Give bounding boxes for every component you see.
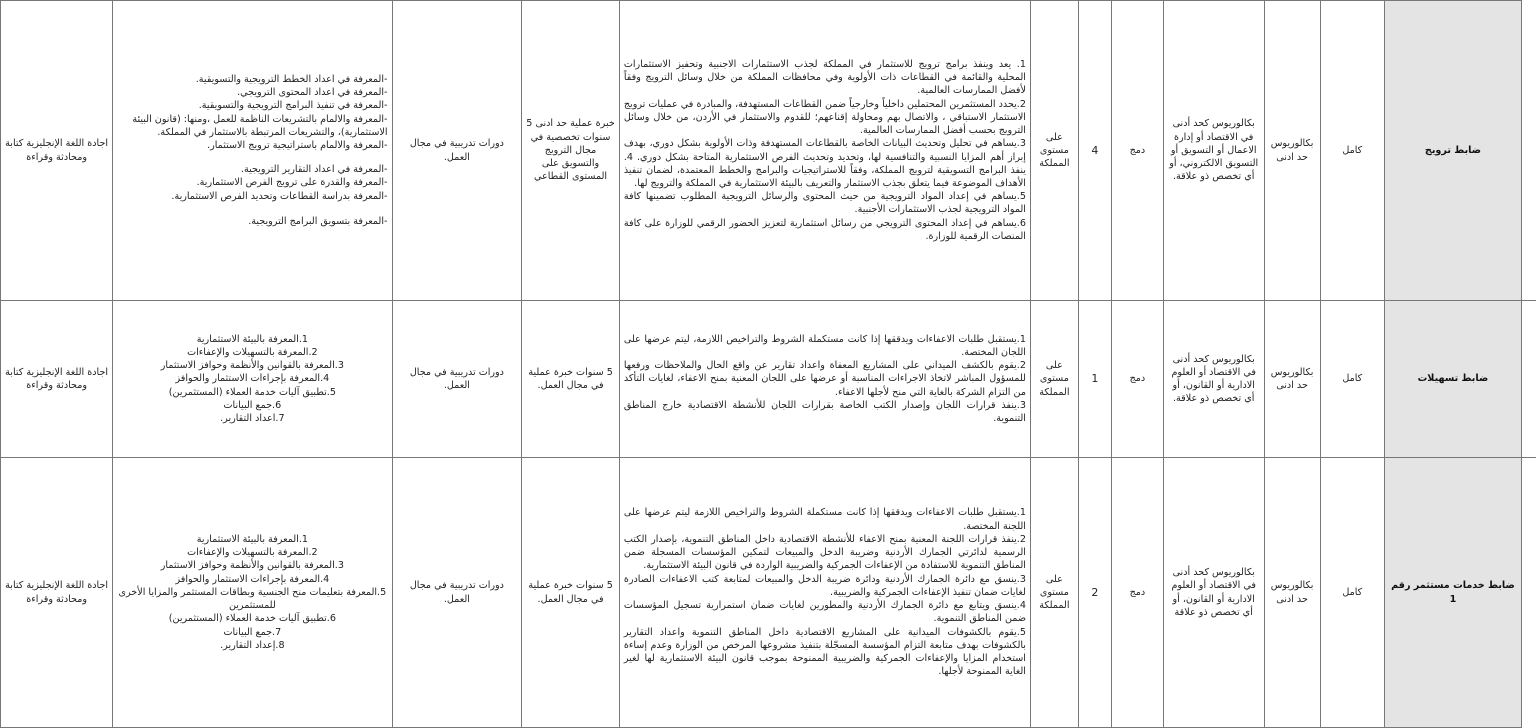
skill-item: 7.اعداد التقارير.: [220, 413, 285, 425]
task-item: 1.يستقبل طلبات الاعفاءات ويدققها إذا كانت مستكملة الشروط والتراخيص اللازمة ليتم عرضها على اللجنة المختصة.: [623, 507, 1026, 532]
employment-type: كامل: [1320, 301, 1384, 458]
skill-item: 3.المعرفة بالقوانين والأنظمة وحوافز الاستثمار: [160, 360, 344, 372]
divider: [1522, 300, 1536, 301]
job-title-facilities-officer: ضابط تسهيلات: [1384, 301, 1521, 458]
skill-item: 5.تطبيق آليات خدمة العملاء (المستثمرين): [168, 386, 336, 398]
skills-list: [113, 1, 392, 301]
skill-item: -المعرفة والالمام باستراتيجية ترويج الاستثمار.: [207, 140, 388, 151]
task-item: 4.ينسق ويتابع مع دائرة الجمارك الأردنية والمطورين لغايات ضمان استمرارية تسجيل المؤسسات ضمن المناطق التنموية.: [623, 600, 1026, 625]
category: دمج: [1111, 1, 1163, 301]
specialization: بكالوريوس كحد أدنى في الاقتصاد أو العلوم الادارية أو القانون، أو أي تخصص ذو علاقة.: [1163, 301, 1264, 458]
task-item: 3.يساهم في تحليل وتحديث البيانات الخاصة بالقطاعات المستهدفة وذات الأولوية بشكل دوري، بهدف إبراز أهم المزايا النسبية والتنافسية لها، وتحديد وتحديث الفرص الاستثمارية المتاحة بشكل دوري. 4. ينفذ البرامج التسويقية لترويج المملكة، وفقاً للاستراتيجيات والبرامج والخطط المعتمدة، لضمان تنفيذ الأهداف الموضوعة فيما يتعلق بجذب الاستثمار والتعريف بالبيئة الاستثمارية في المملكة والترويج لها.: [623, 138, 1026, 189]
task-item: 3.ينسق مع دائرة الجمارك الأردنية ودائرة ضريبة الدخل والمبيعات لمتابعة كتب الاعفاءات الصادرة لغايات ضمان تنفيذ الإعفاءات الجمركية والضريبية.: [623, 573, 1026, 598]
skill-item: 3.المعرفة بالقوانين والأنظمة وحوافز الاستثمار: [160, 560, 344, 572]
skill-item: -المعرفة في اعداد الخطط الترويجية والتسويقية.: [195, 73, 388, 85]
task-item: 1.يستقبل طلبات الاعفاءات ويدققها إذا كانت مستكملة الشروط والتراخيص اللازمة، ليتم عرضها على اللجان المختصة.: [623, 333, 1026, 358]
experience-requirement: 5 سنوات خبرة عملية في مجال العمل.: [522, 458, 620, 728]
skill-item: 4.المعرفة بإجراءات الاستثمار والحوافز: [175, 573, 330, 585]
specialization: بكالوريوس كحد أدنى في الاقتصاد أو العلوم الادارية أو القانون، أو أي تخصص ذو علاقة: [1163, 458, 1264, 728]
task-item: 3.ينفذ قرارات اللجان وإصدار الكتب الخاصة بقرارات اللجان للأنشطة الاقتصادية خارج المناطق التنموية.: [623, 399, 1026, 425]
skill-item: 2.المعرفة بالتسهيلات والإعفاءات: [187, 346, 318, 358]
job-tasks: [619, 301, 1030, 458]
skill-item: 7.جمع البيانات: [223, 626, 282, 638]
vacancy-count: 4: [1078, 1, 1111, 301]
work-location: على مستوى المملكة: [1030, 1, 1078, 301]
vacancy-count: 1: [1078, 301, 1111, 458]
training-courses: دورات تدريبية في مجال العمل.: [392, 458, 522, 728]
skill-item: 4.المعرفة بإجراءات الاستثمار والحوافز: [175, 373, 330, 385]
skill-item: -المعرفة والقدرة على ترويج الفرص الاستثمارية.: [196, 177, 388, 189]
skill-item: 8.إعداد التقارير.: [220, 639, 285, 651]
task-item: 2.يقوم بالكشف الميداني على المشاريع المعفاة واعداد تقارير عن واقع الحال والملاحظات ورفعها للمسؤول المباشر لاتخاذ الاجراءات المناسبة أو عرضها على اللجان المعنية بمنح الاعفاء، لغايات التأكد من التزام الشركة بالغاية التي منح لأجلها الاعفاء.: [623, 360, 1026, 398]
specialization: بكالوريوس كحد أدنى في الاقتصاد أو إدارة الاعمال أو التسويق أو التسويق الالكتروني، أو أي تخصص ذو علاقة.: [1163, 1, 1264, 301]
category: دمج: [1111, 458, 1163, 728]
job-tasks: [619, 1, 1030, 301]
table-row: [1, 458, 1522, 728]
skill-item: -المعرفة بدراسة القطاعات وتحديد الفرص الاستثمارية.: [171, 190, 388, 202]
skills-list: [113, 301, 392, 458]
experience-requirement: 5 سنوات خبرة عملية في مجال العمل.: [522, 301, 620, 458]
job-title-promotion-officer: ضابط ترويج: [1384, 1, 1521, 301]
task-item: 1. يعد وينفذ برامج ترويج للاستثمار في المملكة لجذب الاستثمارات الاجنبية وتحفيز الاستثمارات المحلية والقائمة في القطاعات ذات الأولوية وفي محافظات المملكة من خلال وسائل الترويج وفقاً لأفضل الممارسات العالمية.: [623, 58, 1026, 97]
language-requirement: اجادة اللغة الإنجليزية كتابة ومحادثة وقراءة: [1, 458, 113, 728]
skill-item: -المعرفة والالمام بالتشريعات الناظمة للعمل ،ومنها: (قانون البيئة الاستثمارية)، والتشريعات المرتبطة بالاستثمار في المملكة.: [132, 113, 388, 138]
divider: [1522, 457, 1536, 458]
job-title-investor-services-officer: ضابط خدمات مستثمر رقم 1: [1384, 458, 1521, 728]
skill-item: 6.جمع البيانات: [223, 399, 282, 411]
table-edge-strip: [1521, 0, 1536, 727]
table-row: [1, 1, 1522, 301]
skill-item: 1.المعرفة بالبيئة الاستثمارية: [196, 333, 308, 345]
task-item: 6.يساهم في إعداد المحتوى الترويجي من رسائل استثمارية لتعزيز الحضور الرقمي للوزارة على كافة المنصات الرقمية للوزارة.: [623, 217, 1026, 242]
category: دمج: [1111, 301, 1163, 458]
job-tasks: [619, 458, 1030, 728]
skill-item: 1.المعرفة بالبيئة الاستثمارية: [196, 533, 308, 545]
language-requirement: اجادة اللغة الإنجليزية كتابة ومحادثة وقراءة: [1, 1, 113, 301]
task-item: 5.يساهم في إعداد المواد الترويجية من حيث المحتوى والرسائل الترويجية المطلوب تضمينها كافة المواد الترويجية لجذب الاستثمارات الأجنبية.: [623, 191, 1026, 216]
task-item: 2.يحدد المستثمرين المحتملين داخلياً وخارجياً ضمن القطاعات المستهدفة، والمبادرة في عمليات ترويج الاستثمار الاستباقي ، والاتصال بهم ومحاولة إقناعهم؛ للقدوم والاستثمار في الأردن، من خلال وسائل الترويج بحسب أفضل الممارسات العالمية.: [623, 98, 1026, 137]
experience-requirement: خبرة عملية حد ادنى 5 سنوات تخصصية في مجال الترويج والتسويق على المستوى القطاعي: [522, 1, 620, 301]
skill-item: -المعرفة في اعداد المحتوى الترويجي.: [237, 87, 388, 99]
qualification: بكالوريوس حد ادنى: [1264, 1, 1320, 301]
employment-type: كامل: [1320, 1, 1384, 301]
employment-type: كامل: [1320, 458, 1384, 728]
qualification: بكالوريوس حد ادنى: [1264, 301, 1320, 458]
language-requirement: اجادة اللغة الإنجليزية كتابة ومحادثة وقراءة: [1, 301, 113, 458]
skill-item: 2.المعرفة بالتسهيلات والإعفاءات: [187, 547, 318, 559]
vacancy-count: 2: [1078, 458, 1111, 728]
skill-item: -المعرفة في تنفيذ البرامج الترويجية والتسويقية.: [198, 100, 388, 112]
skill-item: 6.تطبيق آليات خدمة العملاء (المستثمرين): [168, 613, 336, 625]
work-location: على مستوى المملكة: [1030, 301, 1078, 458]
skills-list: [113, 458, 392, 728]
training-courses: دورات تدريبية في مجال العمل.: [392, 1, 522, 301]
skill-item: 5.المعرفة بتعليمات منح الجنسية وبطاقات المستثمر والمزايا الأخرى للمستثمرين: [118, 586, 387, 612]
table-row: [1, 301, 1522, 458]
work-location: على مستوى المملكة: [1030, 458, 1078, 728]
skill-item: -المعرفة بتسويق البرامج الترويجية.: [248, 215, 388, 227]
skill-item: -المعرفة في اعداد التقارير الترويجية.: [240, 164, 388, 176]
qualification: بكالوريوس حد ادنى: [1264, 458, 1320, 728]
training-courses: دورات تدريبية في مجال العمل.: [392, 301, 522, 458]
task-item: 5.يقوم بالكشوفات الميدانية على المشاريع الاقتصادية داخل المناطق التنموية واعداد التقارير بالكشوفات بهدف متابعة التزام المؤسسة المسجّلة بتنفيذ مشروعها المرخص من الوزارة وعدم إساءة استخدام المزايا والإعفاءات الجمركية والضريبية الممنوحة بموجب قانون البيئة الاستثمارية لها لغير الغاية الممنوحة لأجلها.: [623, 626, 1026, 678]
task-item: 2.ينفذ قرارات اللجنة المعنية بمنح الاعفاء للأنشطة الاقتصادية داخل المناطق التنموية، بإصدار الكتب الرسمية لدائرتي الجمارك الأردنية وضريبة الدخل والمبيعات لتمكين المؤسسات المسجلة ضمن المناطق التنموية للاستفادة من الإعفاءات الجمركية والضريبية الواردة في قانون البيئة الاستثمارية.: [623, 533, 1026, 572]
